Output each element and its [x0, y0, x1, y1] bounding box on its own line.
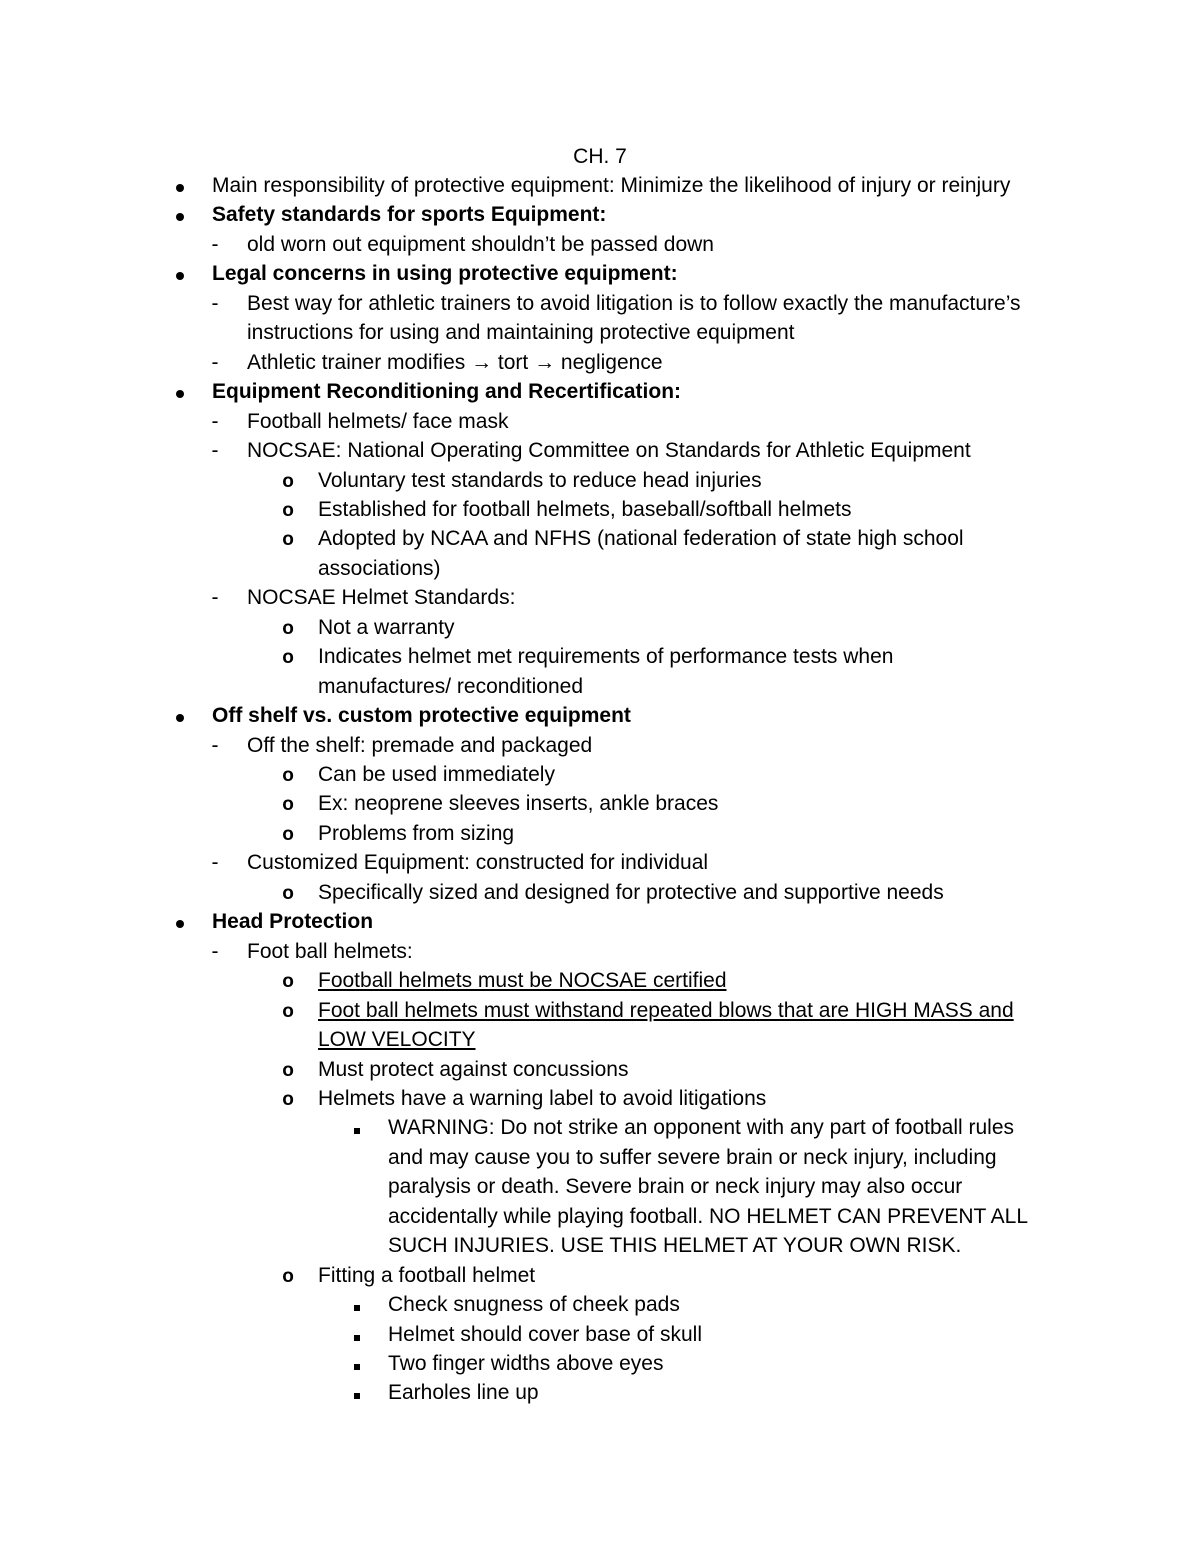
dash-icon: - [211, 292, 219, 315]
list-item: associations) [318, 557, 441, 580]
dash-icon: - [211, 734, 219, 757]
dash-icon: - [211, 586, 219, 609]
list-item: Check snugness of cheek pads [388, 1293, 680, 1316]
list-item: Foot ball helmets must withstand repeated blows that are HIGH MASS and [318, 999, 1014, 1022]
circle-bullet-icon: o [282, 529, 294, 550]
list-item: Helmets have a warning label to avoid litigations [318, 1087, 767, 1110]
circle-bullet-icon: o [282, 1060, 294, 1081]
circle-bullet-icon: o [282, 765, 294, 786]
section-heading: Safety standards for sports Equipment: [212, 203, 607, 226]
list-item: Must protect against concussions [318, 1058, 629, 1081]
circle-bullet-icon: o [282, 471, 294, 492]
list-item: Football helmets must be NOCSAE certified [318, 969, 727, 992]
list-item: Helmet should cover base of skull [388, 1323, 702, 1346]
circle-bullet-icon: o [282, 500, 294, 521]
circle-bullet-icon: o [282, 883, 294, 904]
dash-icon: - [211, 851, 219, 874]
list-item: Earholes line up [388, 1381, 539, 1404]
list-item: old worn out equipment shouldn’t be passed down [247, 233, 714, 256]
list-item: paralysis or death. Severe brain or neck injury may also occur [388, 1175, 963, 1198]
list-item: Athletic trainer modifies → tort → negligence [247, 351, 663, 374]
list-item: Established for football helmets, baseball/softball helmets [318, 498, 852, 521]
list-item: accidentally while playing football. NO HELMET CAN PREVENT ALL [388, 1205, 1029, 1228]
list-item: Main responsibility of protective equipment: Minimize the likelihood of injury or reinjury [212, 174, 1011, 197]
bullet-dot-icon [170, 200, 190, 230]
dash-icon: - [211, 351, 219, 374]
list-item: Foot ball helmets: [247, 940, 413, 963]
circle-bullet-icon: o [282, 824, 294, 845]
square-bullet-icon [347, 1290, 367, 1320]
list-item: Off the shelf: premade and packaged [247, 734, 593, 757]
circle-bullet-icon: o [282, 618, 294, 639]
section-heading: Head Protection [212, 910, 374, 933]
bullet-dot-icon [170, 259, 190, 289]
square-bullet-icon [347, 1320, 367, 1350]
section-heading: Off shelf vs. custom protective equipment [212, 704, 631, 727]
list-item: NOCSAE Helmet Standards: [247, 586, 516, 609]
bullet-dot-icon [170, 171, 190, 201]
dash-icon: - [211, 410, 219, 433]
dash-icon: - [211, 940, 219, 963]
page-title: CH. 7 [573, 145, 627, 168]
list-item: Adopted by NCAA and NFHS (national federation of state high school [318, 527, 964, 550]
circle-bullet-icon: o [282, 971, 294, 992]
square-bullet-icon [347, 1113, 367, 1143]
section-heading: Legal concerns in using protective equipment: [212, 262, 678, 285]
bullet-dot-icon [170, 701, 190, 731]
circle-bullet-icon: o [282, 1266, 294, 1287]
bullet-dot-icon [170, 907, 190, 937]
list-item: Fitting a football helmet [318, 1264, 536, 1287]
list-item: Customized Equipment: constructed for individual [247, 851, 709, 874]
list-item: Best way for athletic trainers to avoid litigation is to follow exactly the manufacture’s [247, 292, 1021, 315]
bullet-dot-icon [170, 377, 190, 407]
list-item: Two finger widths above eyes [388, 1352, 664, 1375]
list-item: Not a warranty [318, 616, 455, 639]
list-item: Ex: neoprene sleeves inserts, ankle braces [318, 792, 719, 815]
square-bullet-icon [347, 1378, 367, 1408]
list-item: Problems from sizing [318, 822, 515, 845]
list-item: SUCH INJURIES. USE THIS HELMET AT YOUR OWN RISK. [388, 1234, 962, 1257]
list-item: Can be used immediately [318, 763, 555, 786]
list-item: NOCSAE: National Operating Committee on Standards for Athletic Equipment [247, 439, 971, 462]
list-item: instructions for using and maintaining protective equipment [247, 321, 795, 344]
section-heading: Equipment Reconditioning and Recertification: [212, 380, 682, 403]
list-item: manufactures/ reconditioned [318, 675, 583, 698]
dash-icon: - [211, 439, 219, 462]
dash-icon: - [211, 233, 219, 256]
square-bullet-icon [347, 1349, 367, 1379]
circle-bullet-icon: o [282, 1089, 294, 1110]
list-item: Indicates helmet met requirements of performance tests when [318, 645, 894, 668]
list-item: Specifically sized and designed for protective and supportive needs [318, 881, 944, 904]
list-item: and may cause you to suffer severe brain or neck injury, including [388, 1146, 997, 1169]
list-item: LOW VELOCITY [318, 1028, 476, 1051]
list-item: WARNING: Do not strike an opponent with any part of football rules [388, 1116, 1015, 1139]
circle-bullet-icon: o [282, 794, 294, 815]
circle-bullet-icon: o [282, 1001, 294, 1022]
circle-bullet-icon: o [282, 647, 294, 668]
list-item: Football helmets/ face mask [247, 410, 509, 433]
list-item: Voluntary test standards to reduce head injuries [318, 469, 762, 492]
